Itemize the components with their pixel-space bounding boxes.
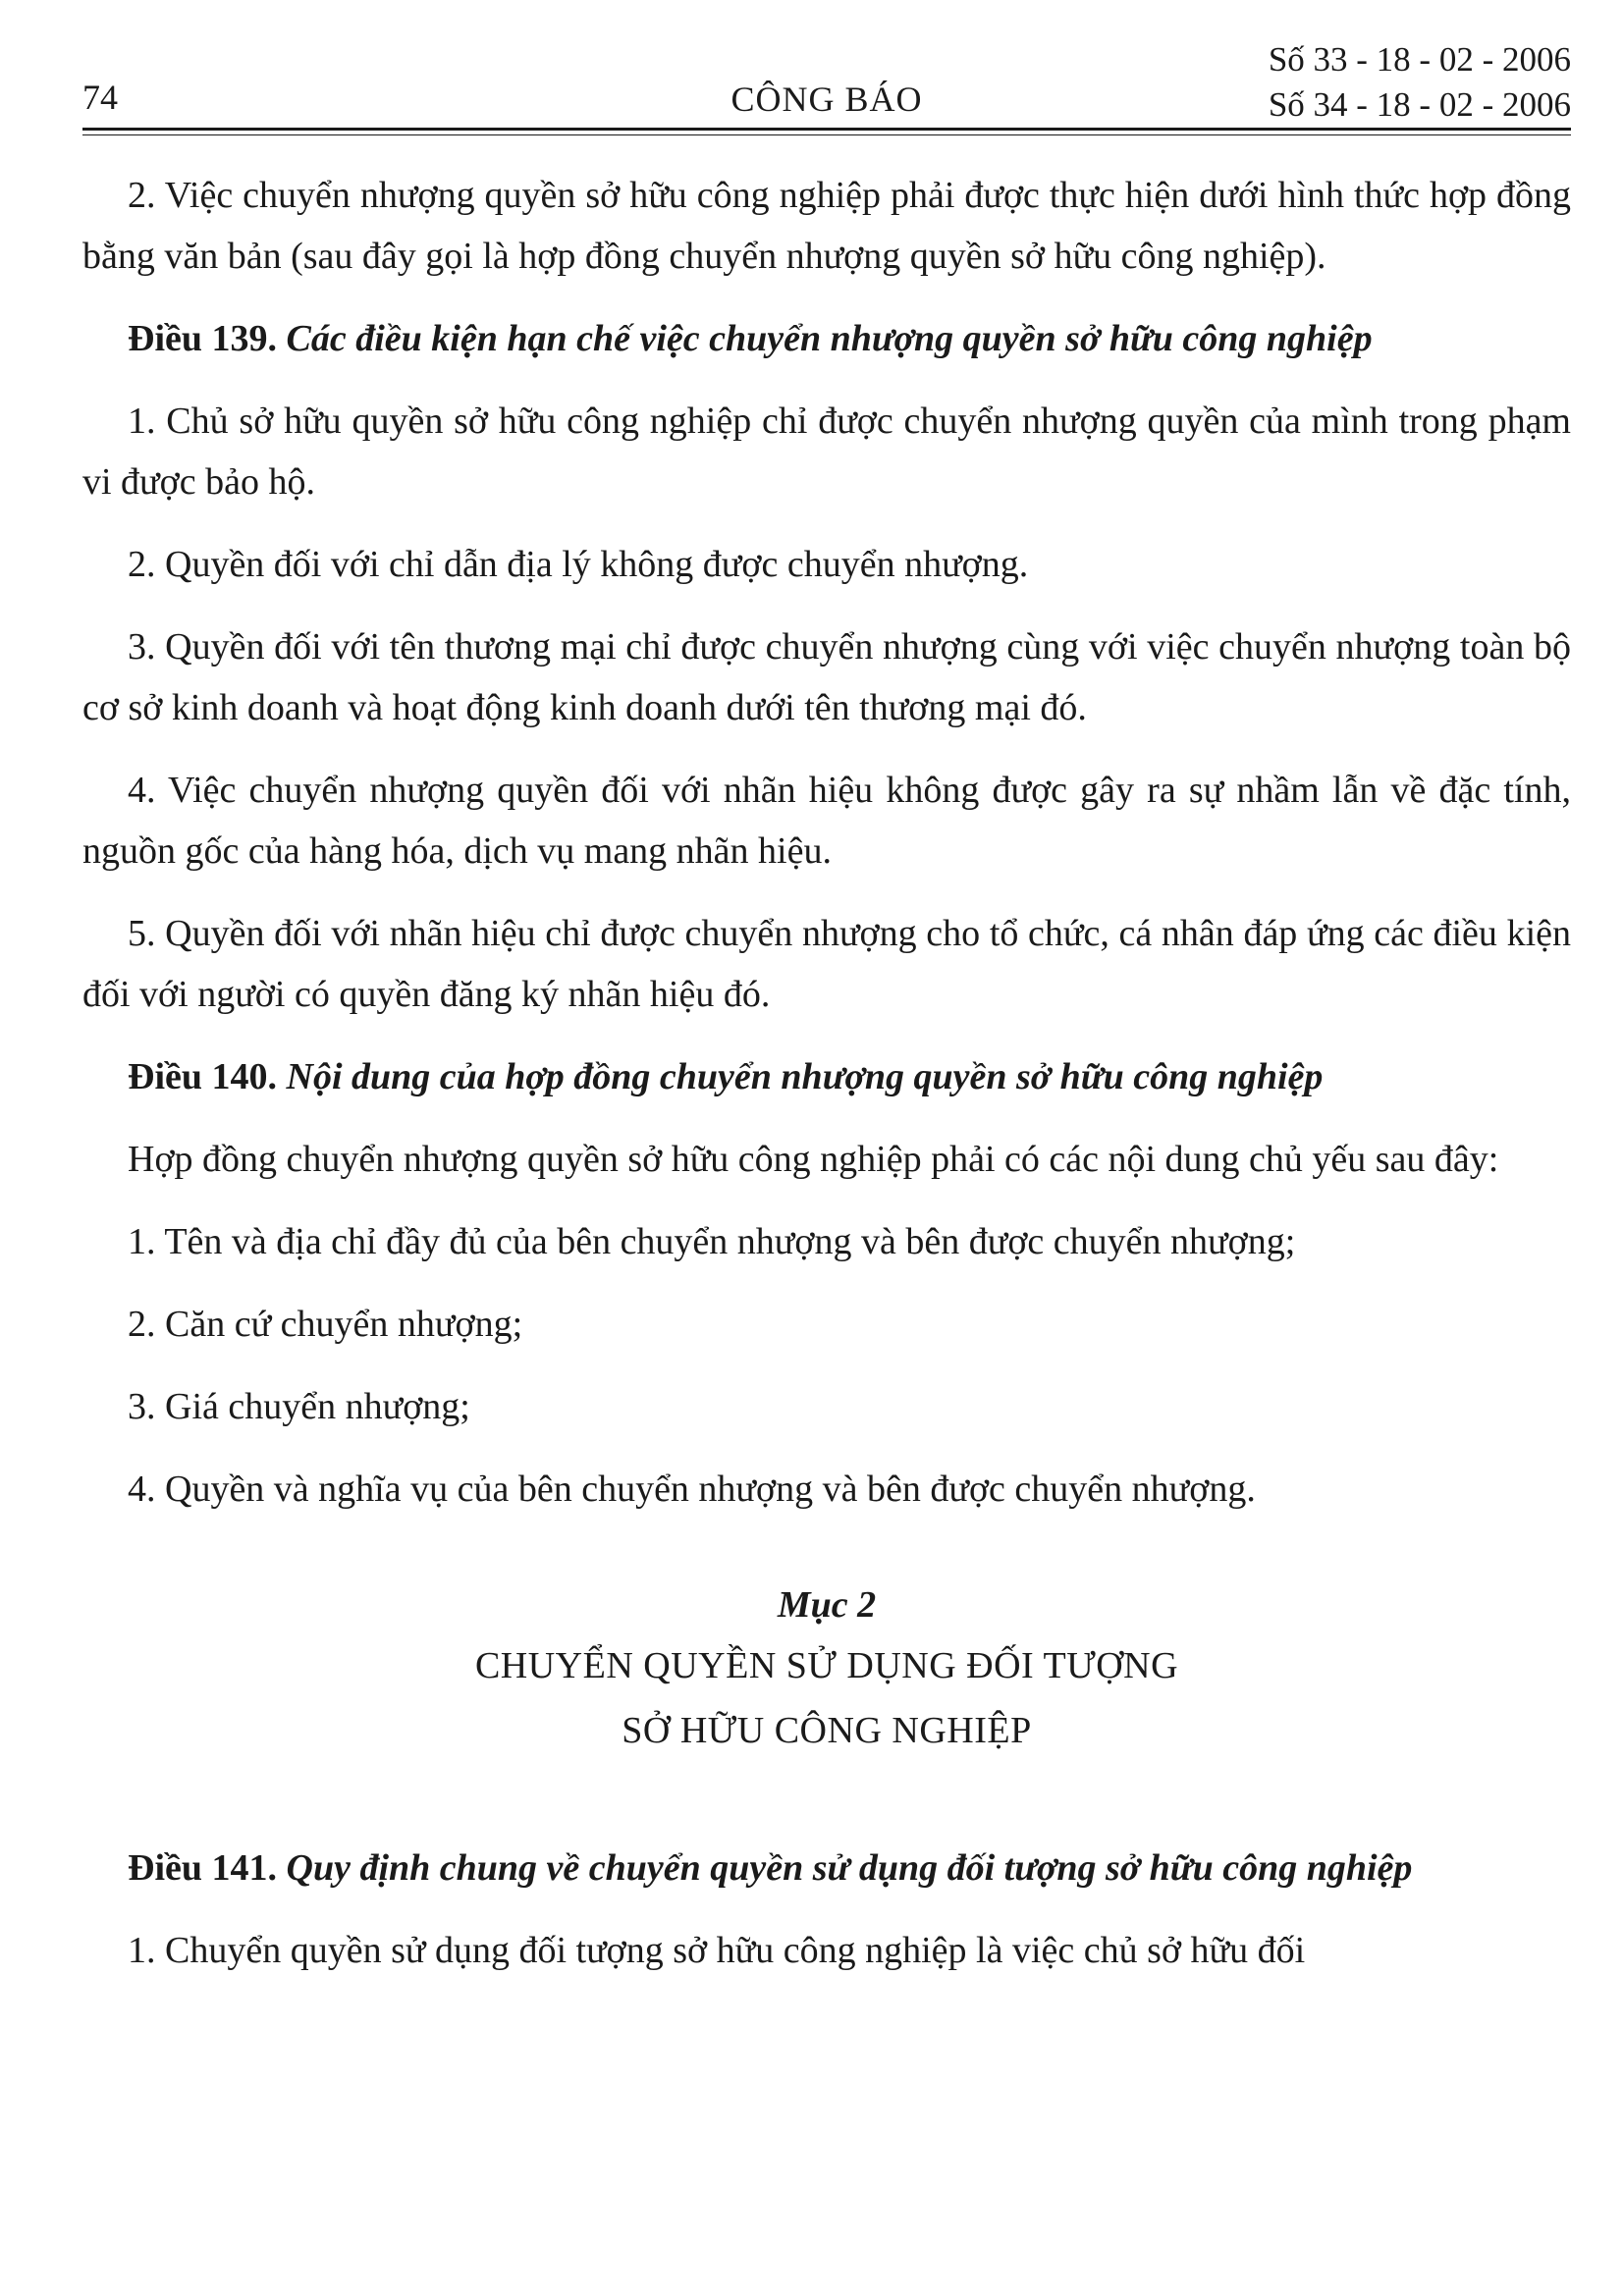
issue-number-2: Số 34 - 18 - 02 - 2006	[1268, 85, 1571, 124]
article-139-title: Các điều kiện hạn chế việc chuyển nhượng quyền sở hữu công nghiệp	[286, 318, 1373, 359]
section-heading	[82, 1576, 1571, 1763]
article-140-heading	[82, 1046, 1571, 1107]
gazette-title: CÔNG BÁO	[730, 80, 923, 119]
article-139-heading	[82, 308, 1571, 369]
article-141-title: Quy định chung về chuyển quyền sử dụng đối tượng sở hữu công nghiệp	[286, 1847, 1413, 1889]
article-141-number: Điều 141.	[128, 1847, 277, 1889]
article-140-title: Nội dung của hợp đồng chuyển nhượng quyền sở hữu công nghiệp	[286, 1056, 1324, 1097]
section-title-line-1: CHUYỂN QUYỀN SỬ DỤNG ĐỐI TƯỢNG	[474, 1645, 1179, 1686]
page-header	[82, 37, 1571, 132]
header-rule-thin	[82, 134, 1571, 135]
header-rule-thick	[82, 128, 1571, 131]
article-140-clause-3: 3. Giá chuyển nhượng;	[128, 1386, 470, 1427]
issue-number-1: Số 33 - 18 - 02 - 2006	[1268, 40, 1571, 79]
article-140-number: Điều 140.	[128, 1056, 277, 1097]
article-139-clause-4: 4. Việc chuyển nhượng quyền đối với nhãn hiệu không được gây ra sự nhầm lẫn về đặc tính, nguồn gốc của hàng hóa, dịch vụ mang nhãn hiệu.	[82, 770, 1571, 872]
issue-numbers	[1269, 37, 1571, 128]
page-number: 74	[82, 78, 118, 117]
article-139-clause-5: 5. Quyền đối với nhãn hiệu chỉ được chuyển nhượng cho tổ chức, cá nhân đáp ứng các điều kiện đối với người có quyền đăng ký nhãn hiệu đó.	[82, 913, 1571, 1015]
article-140-clause-4: 4. Quyền và nghĩa vụ của bên chuyển nhượng và bên được chuyển nhượng.	[128, 1468, 1256, 1510]
article-140-clause-2: 2. Căn cứ chuyển nhượng;	[128, 1304, 523, 1345]
section-label: Mục 2	[777, 1584, 877, 1626]
article-140-clause-1: 1. Tên và địa chỉ đầy đủ của bên chuyển nhượng và bên được chuyển nhượng;	[128, 1221, 1296, 1262]
article-139-clause-2: 2. Quyền đối với chỉ dẫn địa lý không được chuyển nhượng.	[128, 544, 1029, 585]
document-body	[82, 165, 1571, 2002]
article-140-lead: Hợp đồng chuyển nhượng quyền sở hữu công nghiệp phải có các nội dung chủ yếu sau đây:	[128, 1139, 1499, 1180]
article-139-clause-3: 3. Quyền đối với tên thương mại chỉ được chuyển nhượng cùng với việc chuyển nhượng toàn bộ cơ sở kinh doanh và hoạt động kinh doanh dưới tên thương mại đó.	[82, 626, 1571, 728]
article-139-number: Điều 139.	[128, 318, 277, 359]
paragraph-intro: 2. Việc chuyển nhượng quyền sở hữu công nghiệp phải được thực hiện dưới hình thức hợp đồng bằng văn bản (sau đây gọi là hợp đồng chuyển nhượng quyền sở hữu công nghiệp).	[82, 175, 1571, 277]
article-141-heading	[82, 1838, 1571, 1898]
article-141-clause-1: 1. Chuyển quyền sử dụng đối tượng sở hữu công nghiệp là việc chủ sở hữu đối	[128, 1930, 1306, 1971]
article-139-clause-1: 1. Chủ sở hữu quyền sở hữu công nghiệp chỉ được chuyển nhượng quyền của mình trong phạm vi được bảo hộ.	[82, 400, 1571, 503]
section-title-line-2: SỞ HỮU CÔNG NGHIỆP	[622, 1710, 1032, 1751]
